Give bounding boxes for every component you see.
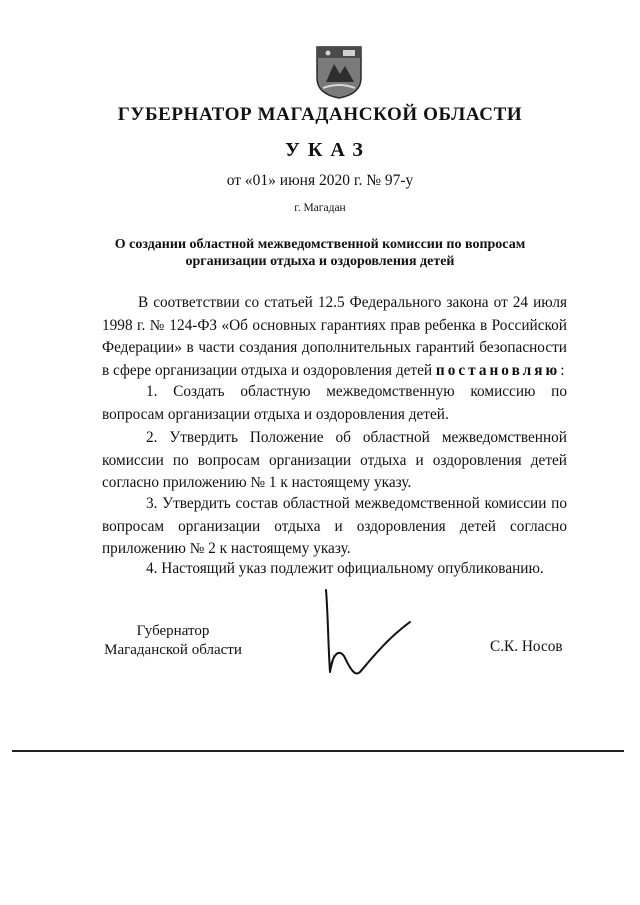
- preamble-paragraph: В соответствии со статьей 12.5 Федерального закона от 24 июля 1998 г. № 124-ФЗ «Об основных гарантиях прав ребенка в Российской Федерации» в части создания дополнительных гарантий безопасности в сфере организации отдыха и оздоровления детей постановляю:: [102, 294, 567, 379]
- issuing-authority: ГУБЕРНАТОР МАГАДАНСКОЙ ОБЛАСТИ: [117, 104, 523, 125]
- subject-line-2: организации отдыха и оздоровления детей: [185, 254, 455, 269]
- clause-2: 2. Утвердить Положение об областной межведомственной комиссии по вопросам организации отдыха и оздоровления детей согласно приложению № 1 к настоящему указу.: [102, 429, 567, 491]
- decree-word: постановляю: [435, 361, 561, 379]
- clause-3: 3. Утвердить состав областной межведомственной комиссии по вопросам организации отдыха и оздоровления детей согласно приложению № 2 к настоящему указу.: [102, 495, 567, 557]
- city: г. Магадан: [294, 202, 346, 214]
- signer-title-line-1: Губернатор: [136, 623, 210, 639]
- signer-title-line-2: Магаданской области: [104, 642, 242, 658]
- signer-title: [98, 622, 248, 660]
- date-and-number: от «01» июня 2020 г. № 97-у: [226, 172, 414, 189]
- subject-line-1: О создании областной межведомственной комиссии по вопросам: [114, 237, 526, 252]
- clause-1: 1. Создать областную межведомственную комиссию по вопросам организации отдыха и оздоровления детей.: [102, 383, 567, 423]
- document-type: УКАЗ: [285, 139, 371, 161]
- coat-of-arms-icon: [314, 44, 364, 100]
- document-subject: [0, 236, 640, 270]
- footer-divider: [12, 750, 624, 752]
- signer-name: С.К. Носов: [490, 638, 563, 655]
- clause-4: 4. Настоящий указ подлежит официальному опубликованию.: [146, 560, 544, 577]
- preamble-text: В соответствии со статьей 12.5 Федерального закона от 24 июля 1998 г. № 124-ФЗ «Об основных гарантиях прав ребенка в Российской Федерации» в части создания дополнительных гарантий безопасности в сфере организации отдыха и оздоровления детей: [102, 294, 567, 379]
- signature-icon: [310, 586, 430, 686]
